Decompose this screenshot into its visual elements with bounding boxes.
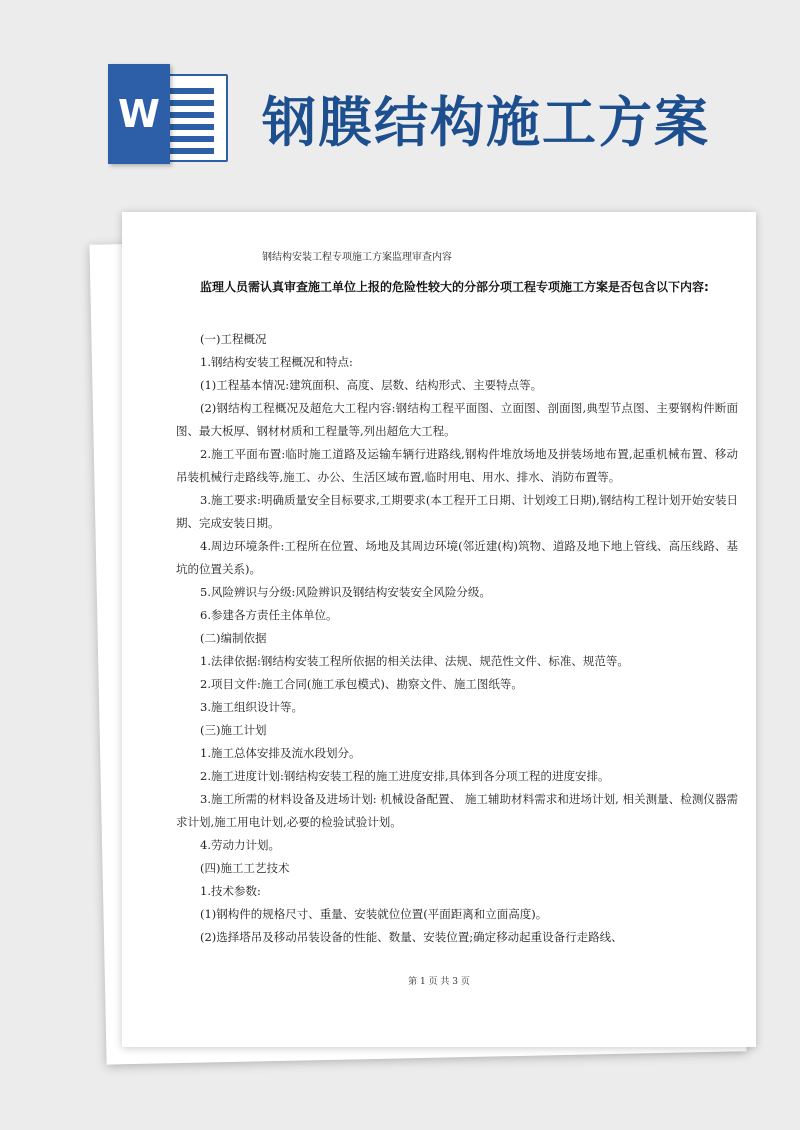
document-body [176, 328, 738, 949]
paragraph: 1.法律依据:钢结构安装工程所依据的相关法律、法规、规范性文件、标准、规范等。 [200, 654, 629, 668]
paragraph: 5.风险辨识与分级:风险辨识及钢结构安装安全风险分级。 [200, 585, 491, 599]
paragraph: (1)工程基本情况:建筑面积、高度、层数、结构形式、主要特点等。 [200, 378, 543, 392]
document-title: 钢结构安装工程专项施工方案监理审查内容 [262, 252, 452, 263]
paragraph: 2.项目文件:施工合同(施工承包模式)、勘察文件、施工图纸等。 [200, 677, 523, 691]
lead-paragraph: 监理人员需认真审查施工单位上报的危险性较大的分部分项工程专项施工方案是否包含以下内容: [200, 280, 709, 294]
banner [0, 0, 800, 205]
page-footer: 第 1 页 共 3 页 [408, 977, 470, 987]
paragraph: (三)施工计划 [200, 723, 267, 737]
paragraph: 6.参建各方责任主体单位。 [200, 608, 338, 622]
paragraph: (四)施工工艺技术 [200, 861, 290, 875]
paragraph: (一)工程概况 [200, 332, 267, 346]
paragraph: (1)钢构件的规格尺寸、重量、安装就位位置(平面距离和立面高度)。 [200, 907, 548, 921]
paragraph: 4.劳动力计划。 [200, 838, 280, 852]
paragraph: 3.施工要求:明确质量安全目标要求,工期要求(本工程开工日期、计划竣工日期),钢结构工程计划开始安装日期、完成安装日期。 [176, 493, 738, 530]
banner-title: 钢膜结构施工方案 [262, 91, 710, 154]
paragraph: 1.钢结构安装工程概况和特点: [200, 355, 353, 369]
paragraph: 3.施工组织设计等。 [200, 700, 303, 714]
paragraph: 1.技术参数: [200, 884, 261, 898]
paragraph: 2.施工平面布置:临时施工道路及运输车辆行进路线,钢构件堆放场地及拼装场地布置,起重机械布置、移动吊装机械行走路线等,施工、办公、生活区域布置,临时用电、用水、排水、消防布置等。 [176, 447, 738, 484]
word-document-icon [108, 64, 228, 164]
paragraph: (二)编制依据 [200, 631, 267, 645]
paragraph: (2)钢结构工程概况及超危大工程内容:钢结构工程平面图、立面图、剖面图,典型节点图、主要钢构件断面图、最大板厚、钢材材质和工程量等,列出超危大工程。 [176, 401, 738, 438]
paragraph: (2)选择塔吊及移动吊装设备的性能、数量、安装位置;确定移动起重设备行走路线、 [200, 930, 623, 944]
paragraph: 4.周边环境条件:工程所在位置、场地及其周边环境(邻近建(构)筑物、道路及地下地上管线、高压线路、基坑的位置关系)。 [176, 539, 738, 576]
paragraph: 1.施工总体安排及流水段划分。 [200, 746, 361, 760]
paragraph: 3.施工所需的材料设备及进场计划: 机械设备配置、 施工辅助材料需求和进场计划, 相关测量、检测仪器需求计划,施工用电计划,必要的检验试验计划。 [176, 792, 738, 829]
text-lines-icon [168, 88, 214, 160]
paragraph: 2.施工进度计划:钢结构安装工程的施工进度安排,具体到各分项工程的进度安排。 [200, 769, 610, 783]
word-logo-letter: W [108, 64, 170, 164]
document-page [122, 212, 756, 1047]
